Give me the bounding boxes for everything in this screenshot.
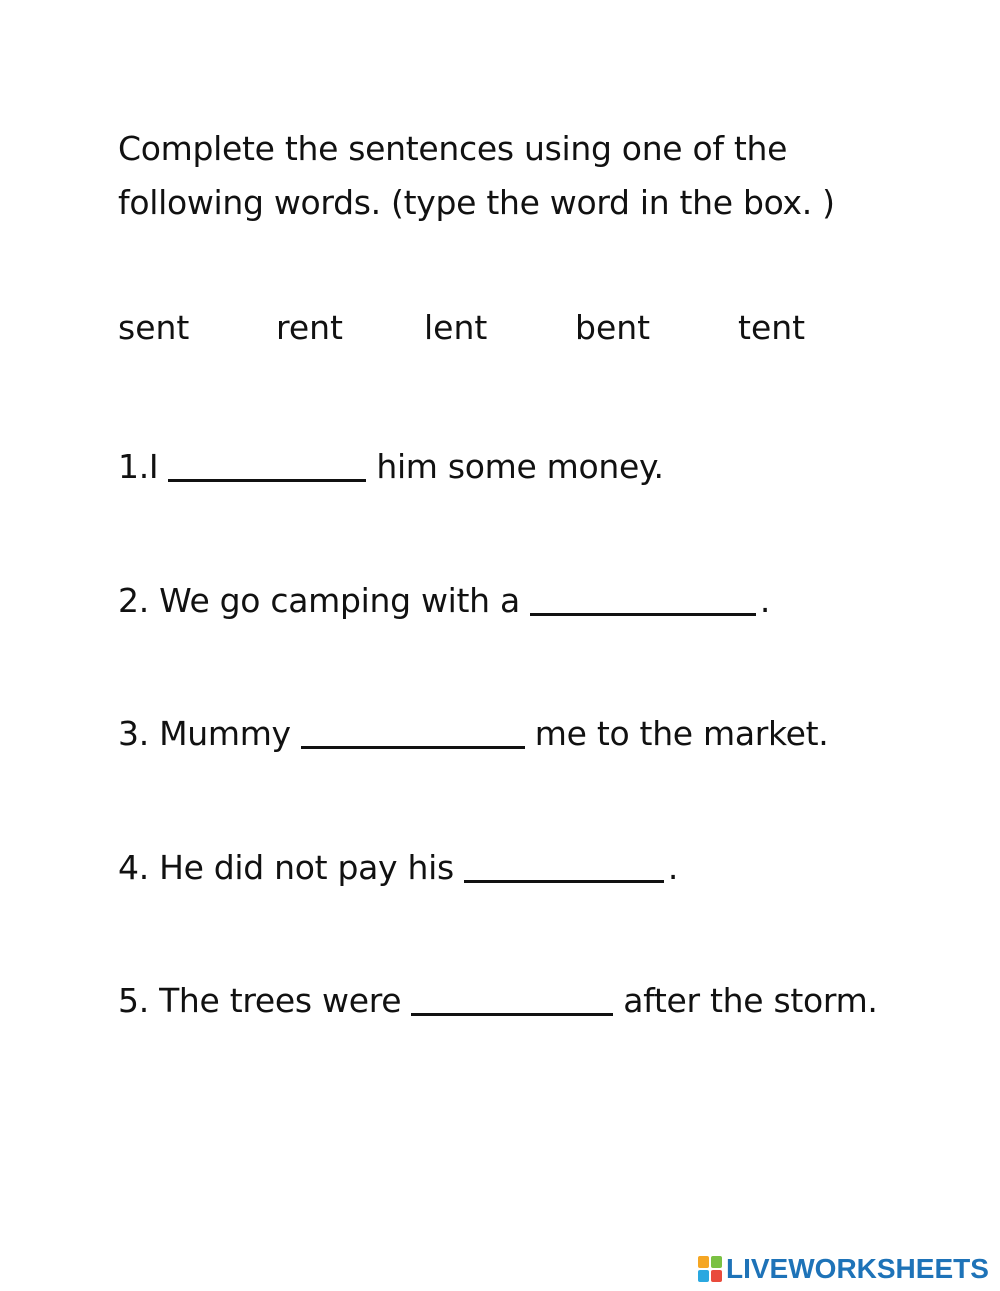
sentence-3 [118, 711, 829, 757]
sentence-text-before: 2. We go camping with a [118, 581, 520, 620]
sentence-text-after: . [759, 581, 771, 620]
sentence-text-after: after the storm. [623, 981, 878, 1020]
sentence-text-before: 5. The trees were [118, 981, 402, 1020]
word-bank-item: rent [276, 308, 343, 347]
answer-blank-4[interactable] [464, 850, 664, 883]
word-bank-item: tent [738, 308, 806, 347]
sentence-text-before: 4. He did not pay his [118, 848, 454, 887]
word-bank-item: sent [118, 308, 190, 347]
instructions [118, 122, 918, 230]
word-bank [0, 308, 1000, 358]
sentence-5 [118, 978, 878, 1024]
liveworksheets-logo [698, 1254, 989, 1284]
sentence-4 [118, 845, 678, 891]
word-bank-item: lent [424, 308, 488, 347]
sentence-text-after: . [667, 848, 679, 887]
answer-blank-2[interactable] [530, 583, 756, 616]
sentence-text-after: me to the market. [534, 714, 829, 753]
instructions-line-1: Complete the sentences using one of the [118, 129, 788, 168]
answer-blank-5[interactable] [411, 983, 613, 1016]
sentence-text-before: 3. Mummy [118, 714, 291, 753]
brand-name: LIVEWORKSHEETS [726, 1253, 989, 1284]
sentence-text-before: 1.I [118, 447, 159, 486]
instructions-line-2: following words. (type the word in the box. ) [118, 183, 835, 222]
answer-blank-3[interactable] [301, 716, 525, 749]
word-bank-item: bent [575, 308, 651, 347]
sentence-text-after: him some money. [376, 447, 664, 486]
answer-blank-1[interactable] [168, 449, 366, 482]
liveworksheets-logo-icon [698, 1256, 722, 1282]
sentence-1 [118, 444, 664, 490]
sentence-2 [118, 578, 770, 624]
